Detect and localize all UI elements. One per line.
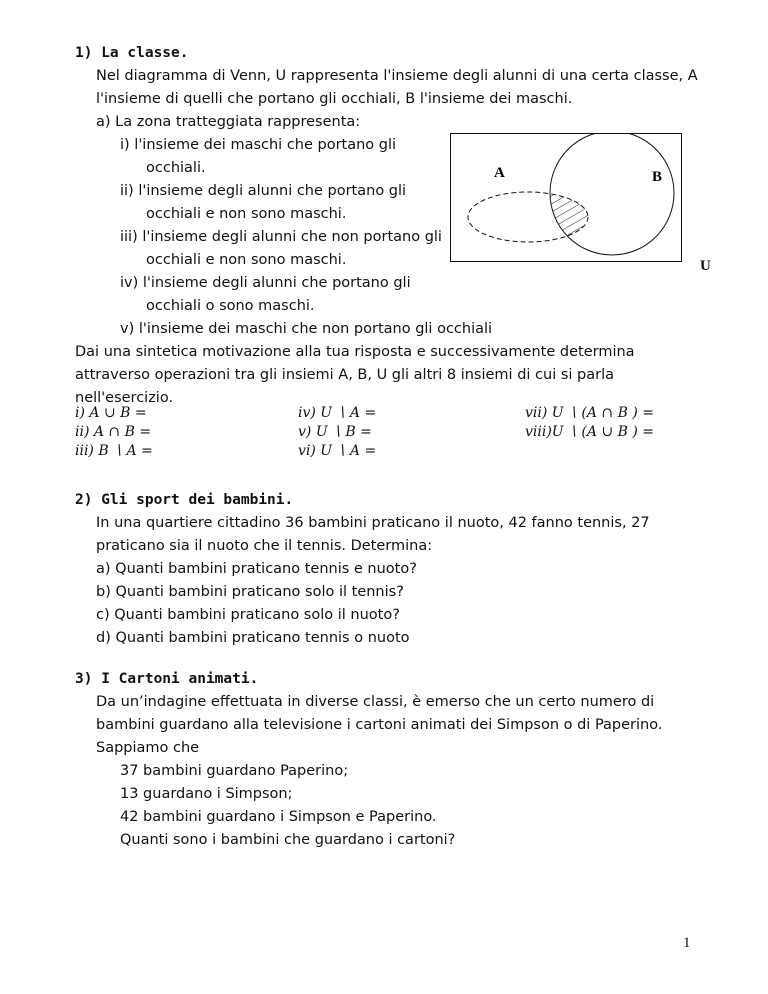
venn-label-a: A: [494, 165, 505, 181]
ex1-option-4b: occhiali o sono maschi.: [146, 298, 315, 314]
venn-label-b: B: [652, 169, 663, 185]
formula-i: i) A ∪ B =: [75, 405, 147, 421]
ex1-option-2b: occhiali e non sono maschi.: [146, 206, 347, 222]
ex1-intro-line2: l'insieme di quelli che portano gli occhiali, B l'insieme dei maschi.: [96, 91, 573, 107]
ex2-question-d: d) Quanti bambini praticano tennis o nuoto: [96, 630, 410, 646]
ex1-option-3a: iii) l'insieme degli alunni che non portano gli: [120, 229, 442, 245]
formula-iv: iv) U ∖ A =: [298, 405, 377, 421]
page-number: 1: [683, 935, 691, 951]
ex1-option-4a: iv) l'insieme degli alunni che portano gli: [120, 275, 411, 291]
ex1-question-a: a) La zona tratteggiata rappresenta:: [96, 114, 361, 130]
formula-iii: iii) B ∖ A =: [75, 443, 153, 459]
ex1-motivation-line1: Dai una sintetica motivazione alla tua risposta e successivamente determina: [75, 344, 635, 360]
venn-universe-rect: [451, 134, 682, 262]
ex2-question-a: a) Quanti bambini praticano tennis e nuoto?: [96, 561, 417, 577]
ex1-option-2a: ii) l'insieme degli alunni che portano gli: [120, 183, 407, 199]
ex2-heading: 2) Gli sport dei bambini.: [75, 492, 294, 508]
formula-vii: vii) U ∖ (A ∩ B ) =: [525, 405, 654, 421]
ex3-text-line1: Da un’indagine effettuata in diverse classi, è emerso che un certo numero di: [96, 694, 655, 710]
ex3-question: Quanti sono i bambini che guardano i cartoni?: [120, 832, 456, 848]
ex1-motivation-line2: attraverso operazioni tra gli insiemi A, B, U gli altri 8 insiemi di cui si parla: [75, 367, 614, 383]
ex3-text-line3: Sappiamo che: [96, 740, 200, 756]
formula-v: v) U ∖ B =: [298, 424, 372, 440]
ex3-text-line2: bambini guardano alla televisione i cartoni animati dei Simpson o di Paperino.: [96, 717, 663, 733]
ex3-fact-3: 42 bambini guardano i Simpson e Paperino.: [120, 809, 437, 825]
ex3-heading: 3) I Cartoni animati.: [75, 671, 259, 687]
ex1-option-1a: i) l'insieme dei maschi che portano gli: [120, 137, 397, 153]
venn-set-b: [550, 133, 674, 255]
ex1-option-1b: occhiali.: [146, 160, 206, 176]
ex3-fact-1: 37 bambini guardano Paperino;: [120, 763, 349, 779]
venn-label-u: U: [700, 258, 711, 274]
ex1-heading: 1) La classe.: [75, 45, 189, 61]
formula-viii: viii)U ∖ (A ∪ B ) =: [525, 424, 655, 440]
ex1-option-3b: occhiali e non sono maschi.: [146, 252, 347, 268]
ex2-question-b: b) Quanti bambini praticano solo il tennis?: [96, 584, 404, 600]
ex1-option-5: v) l'insieme dei maschi che non portano gli occhiali: [120, 321, 493, 337]
formula-ii: ii) A ∩ B =: [75, 424, 152, 440]
formula-vi: vi) U ∖ A =: [298, 443, 377, 459]
venn-diagram: [450, 133, 730, 283]
ex1-intro-line1: Nel diagramma di Venn, U rappresenta l'insieme degli alunni di una certa classe, A: [96, 68, 698, 84]
ex2-text-line1: In una quartiere cittadino 36 bambini praticano il nuoto, 42 fanno tennis, 27: [96, 515, 650, 531]
ex3-fact-2: 13 guardano i Simpson;: [120, 786, 293, 802]
ex2-question-c: c) Quanti bambini praticano solo il nuoto?: [96, 607, 400, 623]
ex1-motivation-line3: nell'esercizio.: [75, 390, 174, 406]
ex2-text-line2: praticano sia il nuoto che il tennis. Determina:: [96, 538, 433, 554]
